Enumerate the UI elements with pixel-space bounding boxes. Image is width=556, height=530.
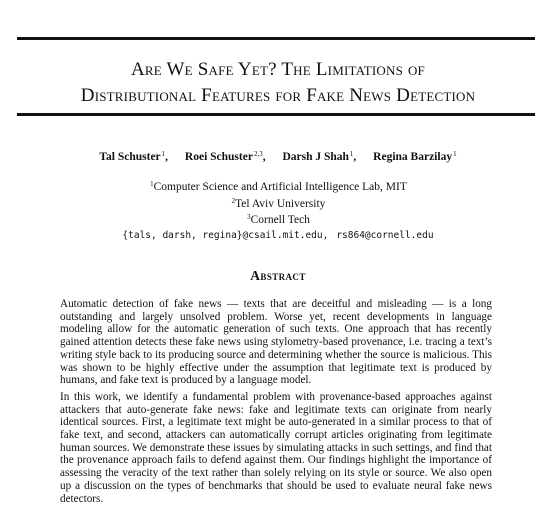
affiliation-text: Cornell Tech — [250, 214, 310, 226]
title-line-2: Distributional Features for Fake News Detection — [80, 85, 476, 106]
abstract-heading: Abstract — [250, 268, 306, 283]
affiliation-mark: 3 — [247, 213, 251, 221]
author-name: Tal Schuster — [99, 151, 161, 163]
author-list — [0, 150, 556, 163]
affiliation-cornell — [0, 211, 556, 228]
author-roei-schuster: Roei Schuster$^{2,3}$, — [184, 150, 266, 163]
abstract-paragraph-2: In this work, we identify a fundamental problem with provenance-based approaches against attackers that auto-generate fake news: fake and legitimate texts can originate from nearly identical sources. First, a legitimate text might be auto-generated in a similar process to that of fake text, and second, attackers can automatically corrupt articles originating from legitimate human sources. We demonstrate these issues by simulating attacks in such settings, and find that the provenance approach fails to defend against them. Our findings highlight the importance of assessing the veracity of the text rather than solely relying on its style or source. We also open up a discussion on the types of benchmarks that should be used to evaluate neural fake news detectors. — [60, 390, 492, 505]
affiliation-mit — [0, 178, 556, 195]
author-affil-mark: 1 — [349, 150, 354, 158]
author-affil-mark: 2,3 — [253, 150, 263, 158]
author-regina-barzilay — [373, 150, 456, 163]
affiliation-text: Computer Science and Artificial Intelligence Lab, MIT — [153, 181, 407, 193]
affiliation-tau — [0, 195, 556, 212]
email-mit: {tals, darsh, regina}@csail.mit.edu, — [122, 229, 329, 241]
title-line-1: Are We Safe Yet? The Limitations of — [131, 59, 425, 80]
affiliation-text: Tel Aviv University — [235, 197, 326, 210]
top-rule — [17, 37, 535, 40]
author-darsh-shah: Darsh J Shah$^1$, — [282, 150, 357, 163]
author-tal-schuster: Tal Schuster$^1$, — [99, 150, 169, 163]
affiliation-mark: 1 — [150, 180, 154, 188]
author-name: Darsh J Shah — [282, 151, 349, 163]
author-name: Roei Schuster — [184, 151, 253, 163]
author-affil-mark: 1 — [453, 150, 457, 158]
abstract-body — [60, 298, 492, 509]
paper-title — [10, 57, 546, 109]
author-name: Regina Barzilay — [373, 151, 453, 163]
bottom-rule — [17, 113, 535, 116]
email-cornell: rs864@cornell.edu — [336, 229, 434, 241]
affiliation-mark: 2 — [231, 196, 236, 205]
abstract-paragraph-1: Automatic detection of fake news — texts that are deceitful and misleading — is a long outstanding and largely unsolved problem. Worse yet, recent developments in language modeling allow for the automatic generation of such texts. One approach that has recently gained attention detects these fake news using stylometry-based provenance, i.e. tracing a text’s writing style back to its producing source and determining whether the source is malicious. This was shown to be highly effective under the assumption that legitimate text is produced by humans, and fake text is produced by a language model. — [60, 298, 492, 387]
email-line — [0, 229, 556, 243]
affiliations — [0, 178, 556, 242]
author-affil-mark: 1 — [161, 150, 166, 158]
